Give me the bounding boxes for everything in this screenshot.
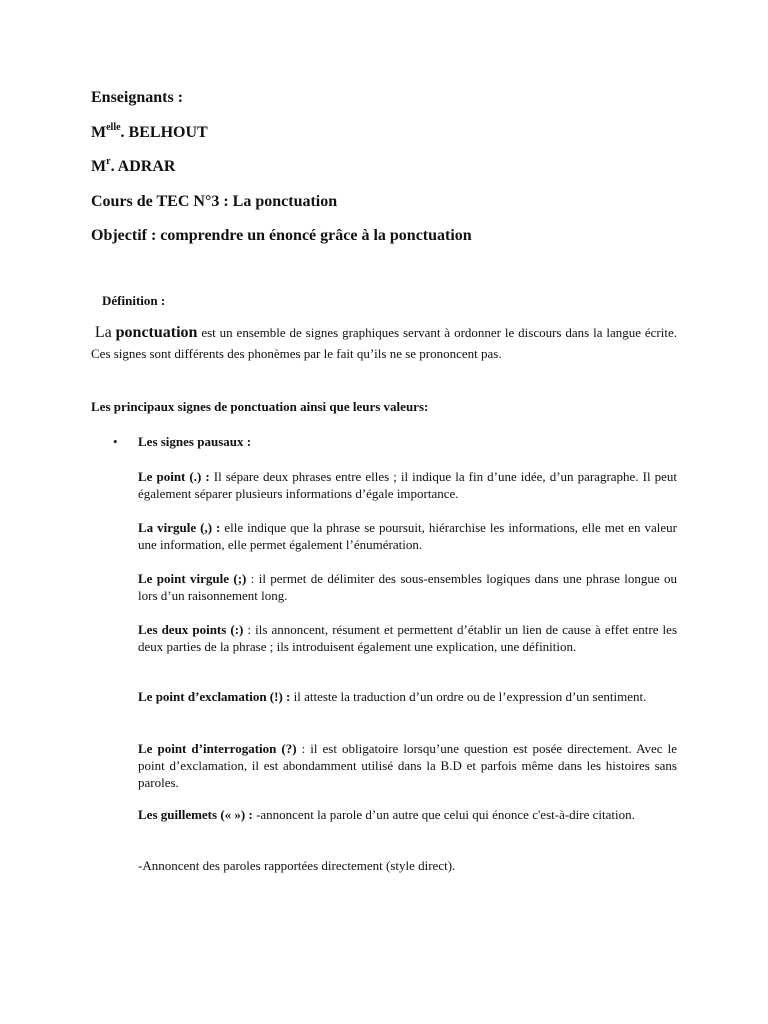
bullet-label: Les signes pausaux : [138,434,252,449]
entry-text: -Annoncent des paroles rapportées directement (style direct). [138,858,456,873]
entry-guillemets [138,806,677,823]
entry-exclamation [138,688,677,705]
entry-guillemets-extra [138,857,677,874]
course-title: Cours de TEC N°3 : La ponctuation [91,193,338,210]
definition-title: Définition : [102,293,166,308]
entry-text: -annoncent la parole d’un autre que celui qui énonce c'est-à-dire citation. [252,807,635,822]
teacher-2-prefix: M [91,158,107,175]
entry-text: il atteste la traduction d’un ordre ou de l’expression d’un sentiment. [290,689,647,704]
entry-term: Les guillemets (« ») : [138,807,253,822]
entry-term: Le point virgule (;) [138,571,247,586]
definition-keyword: ponctuation [115,324,198,341]
entry-term: Les deux points (:) [138,622,244,637]
teachers-label: Enseignants : [91,89,184,106]
entry-point [138,468,677,502]
entry-term: Le point (.) : [138,469,210,484]
teacher-2-name: . ADRAR [110,158,176,175]
entry-text: : il est obligatoire lorsqu’une question est posée directement. Avec le point d’exclamation, il est abondamment utilisé dans la B.D et parfois même dans les histoires sans paroles. [138,741,677,790]
teacher-1-name: . BELHOUT [120,124,208,141]
entry-text: elle indique que la phrase se poursuit, hiérarchise les informations, elle met en valeur une information, elle permet également l’énumération. [138,520,677,552]
entry-term: Le point d’exclamation (!) : [138,689,291,704]
entry-interrogation [138,740,677,791]
definition-intro-word: La [94,324,112,341]
teacher-1-prefix: M [91,124,107,141]
definition-text: est un ensemble de signes graphiques servant à ordonner le discours dans la langue écrite. Ces signes sont différents des phonèmes par le fait qu’ils ne se prononcent pas. [91,325,677,361]
bullet-icon: • [113,434,118,449]
teacher-2-title-sup: r [106,155,111,167]
teacher-2 [91,157,175,177]
entry-virgule [138,519,677,553]
entry-text: : ils annoncent, résument et permettent d’établir un lien de cause à effet entre les deux parties de la phrase ; ils introduisent également une explication, une définition. [138,622,678,654]
entry-deux-points [138,621,677,655]
objective: Objectif : comprendre un énoncé grâce à la ponctuation [91,227,472,244]
teacher-1 [91,123,208,143]
entry-term: Le point d’interrogation (?) [138,741,297,756]
entry-term: La virgule (,) : [138,520,221,535]
entry-text: : il permet de délimiter des sous-ensembles logiques dans une phrase longue ou lors d’un raisonnement long. [138,571,677,603]
entry-text: Il sépare deux phrases entre elles ; il indique la fin d’une idée, d’un paragraphe. Il peut également séparer plusieurs informations d’égale importance. [138,469,677,501]
teacher-1-title-sup: elle [106,121,121,133]
entry-point-virgule [138,570,677,604]
main-heading: Les principaux signes de ponctuation ainsi que leurs valeurs: [91,399,429,414]
definition-paragraph [91,322,677,364]
